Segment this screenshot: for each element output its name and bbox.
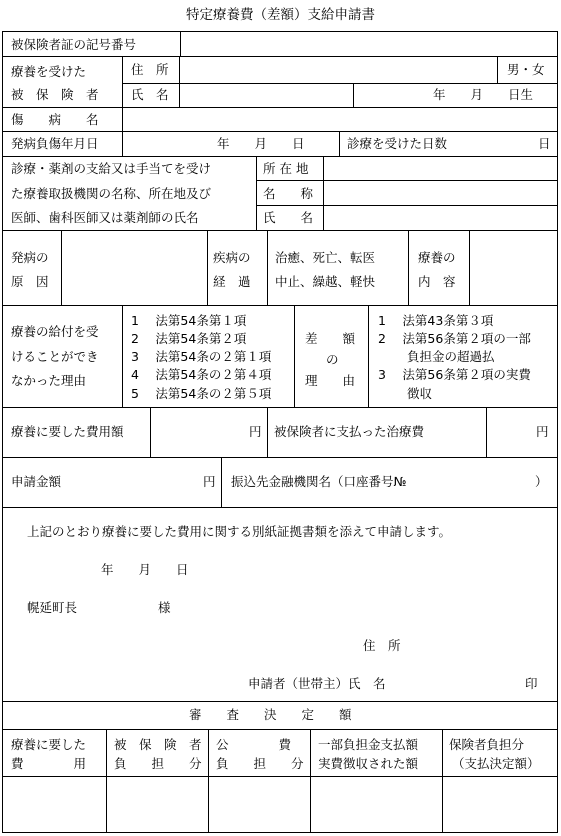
rule [3, 156, 557, 157]
rule [122, 56, 123, 107]
paid-amount-unit: 円 [536, 424, 549, 439]
onset-date-field[interactable]: 年 月 日 [217, 136, 305, 151]
declaration-text: 上記のとおり療養に要した費用に関する別紙証拠書類を添えて申請します。 [27, 524, 452, 539]
address-label: 住 所 [131, 62, 169, 77]
outcome-label-1: 治癒、死亡、転医 [275, 250, 376, 265]
rule [469, 230, 470, 305]
addressee: 幌延町長 [27, 600, 78, 615]
review-header: 審 査 決 定 額 [189, 707, 352, 722]
rule [294, 305, 295, 407]
course-label-2: 経 過 [213, 274, 251, 289]
review-col5-label-b: （支払決定額） [452, 756, 540, 771]
review-col4-label-a: 一部負担金支払額 [318, 737, 419, 752]
form-title: 特定療養費（差額）支給申請書 [186, 7, 375, 23]
rule [442, 729, 443, 832]
rule [368, 305, 369, 407]
rule [408, 230, 409, 305]
application-date-field[interactable]: 年 月 日 [101, 562, 189, 577]
provider-label-1: 診療・薬剤の支給又は手当てを受け [11, 161, 212, 176]
rule [267, 407, 268, 457]
diff-reason-item: 1 法第43条第３項 [378, 313, 494, 328]
diff-reason-label-2: の [326, 352, 339, 367]
reason-label-3: なかった理由 [11, 373, 87, 388]
total-cost-unit: 円 [249, 424, 262, 439]
insured-label-2: 被 保 険 者 [11, 87, 99, 102]
applicant-name-label: 申請者（世帯主）氏 名 [248, 676, 386, 691]
review-col5-label-a: 保険者負担分 [449, 737, 525, 752]
treatment-days-label: 診療を受けた日数 [347, 136, 448, 151]
rule [3, 305, 557, 306]
provider-facility-name-label: 名 称 [263, 186, 314, 201]
treatment-days-unit: 日 [538, 136, 551, 151]
total-cost-label: 療養に要した費用額 [11, 424, 124, 439]
paid-amount-label: 被保険者に支払った治療費 [274, 424, 425, 439]
rule [3, 507, 557, 508]
review-col3-label-b: 負 担 分 [216, 756, 304, 771]
rule [3, 56, 557, 57]
diff-reason-item: 徴収 [378, 386, 432, 401]
provider-person-name-label: 氏 名 [263, 210, 314, 225]
reason-label-1: 療養の給付を受 [11, 324, 99, 339]
name-label: 氏 名 [131, 87, 169, 102]
rule [256, 205, 557, 206]
provider-label-3: 医師、歯科医師又は薬剤師の氏名 [11, 210, 199, 225]
rule [208, 729, 209, 832]
review-col1-label-b: 費 用 [11, 756, 87, 771]
course-label-1: 疾病の [213, 250, 251, 265]
claim-amount-unit: 円 [203, 474, 216, 489]
review-col3-label-a: 公 費 [216, 737, 292, 752]
rule [3, 230, 557, 231]
rule [310, 729, 311, 832]
honorific: 様 [158, 600, 171, 615]
diff-reason-item: 負担金の超過払 [378, 349, 495, 364]
diff-reason-label-1: 差 額 [305, 331, 356, 346]
rule [207, 230, 208, 305]
rule [221, 457, 222, 507]
reason-item: 3 法第54条の２第１項 [131, 349, 272, 364]
bank-account-close: ） [535, 474, 548, 489]
cause-label-2: 原 因 [11, 274, 49, 289]
reason-item: 4 法第54条の２第４項 [131, 367, 272, 382]
claim-amount-label: 申請金額 [11, 474, 62, 489]
cert-number-label: 被保険者証の記号番号 [11, 37, 137, 52]
rule [323, 156, 324, 230]
reason-label-2: けることができ [11, 349, 99, 364]
birth-date-field[interactable]: 年 月 日生 [433, 87, 534, 102]
outcome-label-2: 中止、繰越、軽快 [275, 274, 376, 289]
rule [256, 180, 557, 181]
review-col1-label-a: 療養に要した [11, 737, 87, 752]
gender-field[interactable]: 男・女 [507, 62, 545, 77]
rule [3, 107, 557, 108]
diff-reason-label-3: 理 由 [305, 373, 356, 388]
diff-reason-item: 3 法第56条第２項の実費 [378, 367, 531, 382]
rule [3, 131, 557, 132]
rule [339, 131, 340, 156]
rule [61, 230, 62, 305]
rule [3, 457, 557, 458]
rule [353, 83, 354, 107]
provider-location-label: 所 在 地 [263, 161, 309, 176]
rule [180, 32, 181, 56]
application-form [2, 31, 558, 833]
review-col2-label-a: 被 保 険 者 [114, 737, 202, 752]
rule [486, 407, 487, 457]
rule [122, 131, 123, 156]
rule [122, 107, 123, 131]
rule [256, 156, 257, 230]
rule [106, 729, 107, 832]
rule [3, 776, 557, 777]
content-label-2: 内 容 [418, 274, 456, 289]
reason-item: 1 法第54条第１項 [131, 313, 247, 328]
seal-mark: 印 [525, 676, 538, 691]
applicant-address-label: 住 所 [363, 638, 401, 653]
rule [179, 56, 180, 107]
review-col2-label-b: 負 担 分 [114, 756, 202, 771]
onset-date-label: 発病負傷年月日 [11, 136, 99, 151]
rule [3, 701, 557, 702]
review-col4-label-b: 実費徴収された額 [318, 756, 419, 771]
rule [150, 407, 151, 457]
reason-item: 5 法第54条の２第５項 [131, 386, 272, 401]
rule [267, 230, 268, 305]
rule [3, 729, 557, 730]
content-label-1: 療養の [418, 250, 456, 265]
rule [122, 305, 123, 407]
rule [122, 83, 557, 84]
reason-item: 2 法第54条第２項 [131, 331, 247, 346]
provider-label-2: た療養取扱機関の名称、所在地及び [11, 186, 212, 201]
diff-reason-item: 2 法第56条第２項の一部 [378, 331, 531, 346]
insured-label-1: 療養を受けた [11, 64, 87, 79]
bank-account-label: 振込先金融機関名（口座番号№ [231, 474, 407, 489]
rule [3, 407, 557, 408]
rule [497, 56, 498, 83]
illness-name-label: 傷 病 名 [11, 112, 99, 127]
cause-label-1: 発病の [11, 250, 49, 265]
